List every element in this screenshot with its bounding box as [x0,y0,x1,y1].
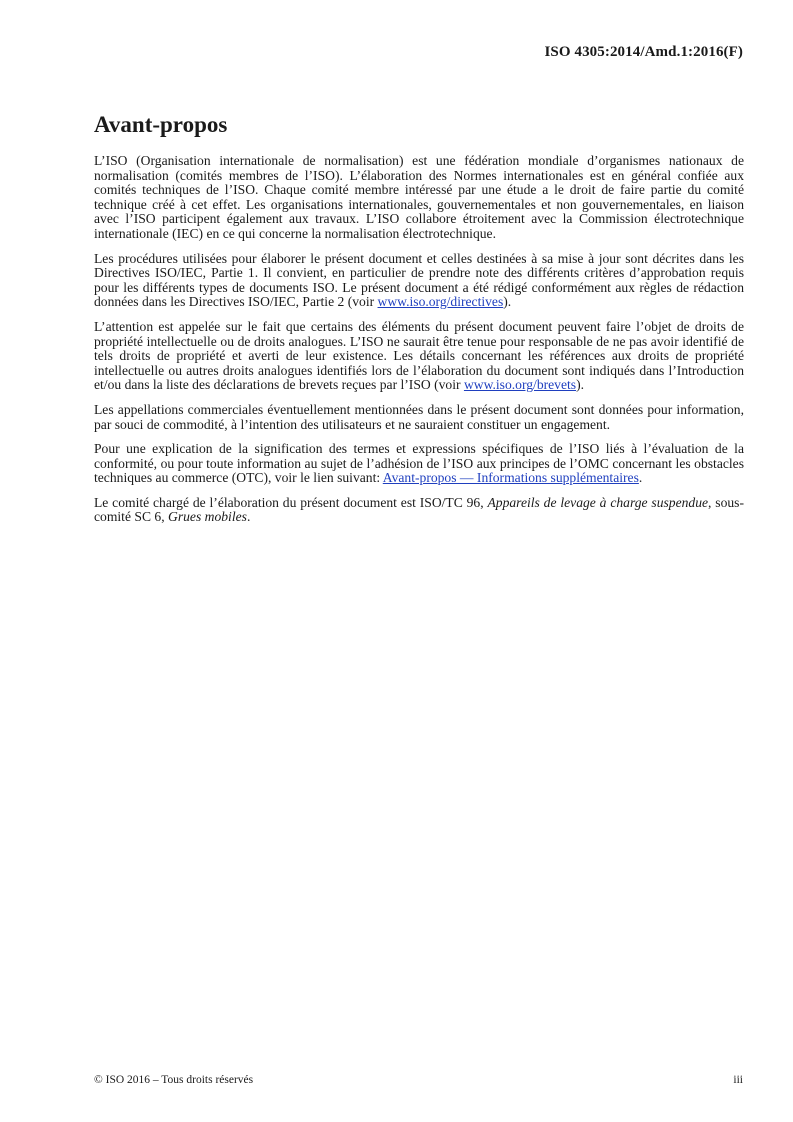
paragraph-procedures-end: ). [503,294,512,310]
paragraph-conformity-end: . [638,470,643,486]
paragraph-patents [94,320,744,393]
paragraph-iso-organisation: L’ISO (Organisation internationale de normalisation) est une fédération mondiale d’organismes nationaux de normalisation (comités membres de l’ISO). L’élaboration des Normes internationales est en général confiée aux comités techniques de l’ISO. Chaque comité membre intéressé par une étude a le droit de faire partie du comité technique créé à cet effet. Les organisations internationales, gouvernementales et non gouvernementales, en liaison avec l’ISO participent également aux travaux. L’ISO collabore étroitement avec la Commission électrotechnique internationale (IEC) en ce qui concerne la normalisation électrotechnique. [94,153,744,241]
committee-text-a: Le comité chargé de l’élaboration du présent document est ISO/TC 96, [94,494,488,510]
foreword-body [94,154,744,535]
subcommittee-title: Grues mobiles [168,509,247,525]
document-reference: ISO 4305:2014/Amd.1:2016(F) [544,44,743,60]
link-foreword-info[interactable]: Avant-propos — Informations supplémentaires [382,470,639,486]
paragraph-conformity [94,442,744,486]
page-number: iii [733,1074,743,1086]
paragraph-procedures-text: Les procédures utilisées pour élaborer le présent document et celles destinées à sa mise à jour sont décrites dans les Directives ISO/IEC, Partie 1. Il convient, en particulier de prendre note des différents critères d’approbation requis pour les différents types de documents ISO. Le présent document a été rédigé conformément aux règles de rédaction données dans les Directives ISO/IEC, Partie 2 (voir [94,250,744,310]
paragraph-patents-text: L’attention est appelée sur le fait que certains des éléments du présent document peuvent faire l’objet de droits de propriété intellectuelle ou de droits analogues. L’ISO ne saurait être tenue pour responsable de ne pas avoir identifié de tels droits de propriété et averti de leur existence. Les détails concernant les références aux droits de propriété intellectuelle ou autres droits analogues identifiés lors de l’élaboration du document sont indiqués dans l’Introduction et/ou dans la liste des déclarations de brevets reçues par l’ISO (voir [94,318,744,393]
link-directives[interactable]: www.iso.org/directives [377,294,504,310]
paragraph-trade-names: Les appellations commerciales éventuellement mentionnées dans le présent document sont données pour information, par souci de commodité, à l’intention des utilisateurs et ne sauraient constituer un engagement. [94,401,744,432]
page-title: Avant-propos [94,112,228,137]
committee-text-b: , sous-comité SC 6, [94,494,744,525]
paragraph-patents-end: ). [576,377,585,393]
committee-text-c: . [246,509,251,525]
page-footer [94,1074,743,1086]
committee-title: Appareils de levage à charge suspendue [487,494,709,510]
link-brevets[interactable]: www.iso.org/brevets [463,377,577,393]
copyright-notice: © ISO 2016 – Tous droits réservés [94,1074,254,1086]
paragraph-committee [94,496,744,525]
paragraph-procedures [94,252,744,310]
paragraph-conformity-text: Pour une explication de la signification des termes et expressions spécifiques de l’ISO liés à l’évaluation de la conformité, ou pour toute information au sujet de l’adhésion de l’ISO aux principes de l’OMC concernant les obstacles techniques au commerce (OTC), voir le lien suivant: [94,441,744,486]
